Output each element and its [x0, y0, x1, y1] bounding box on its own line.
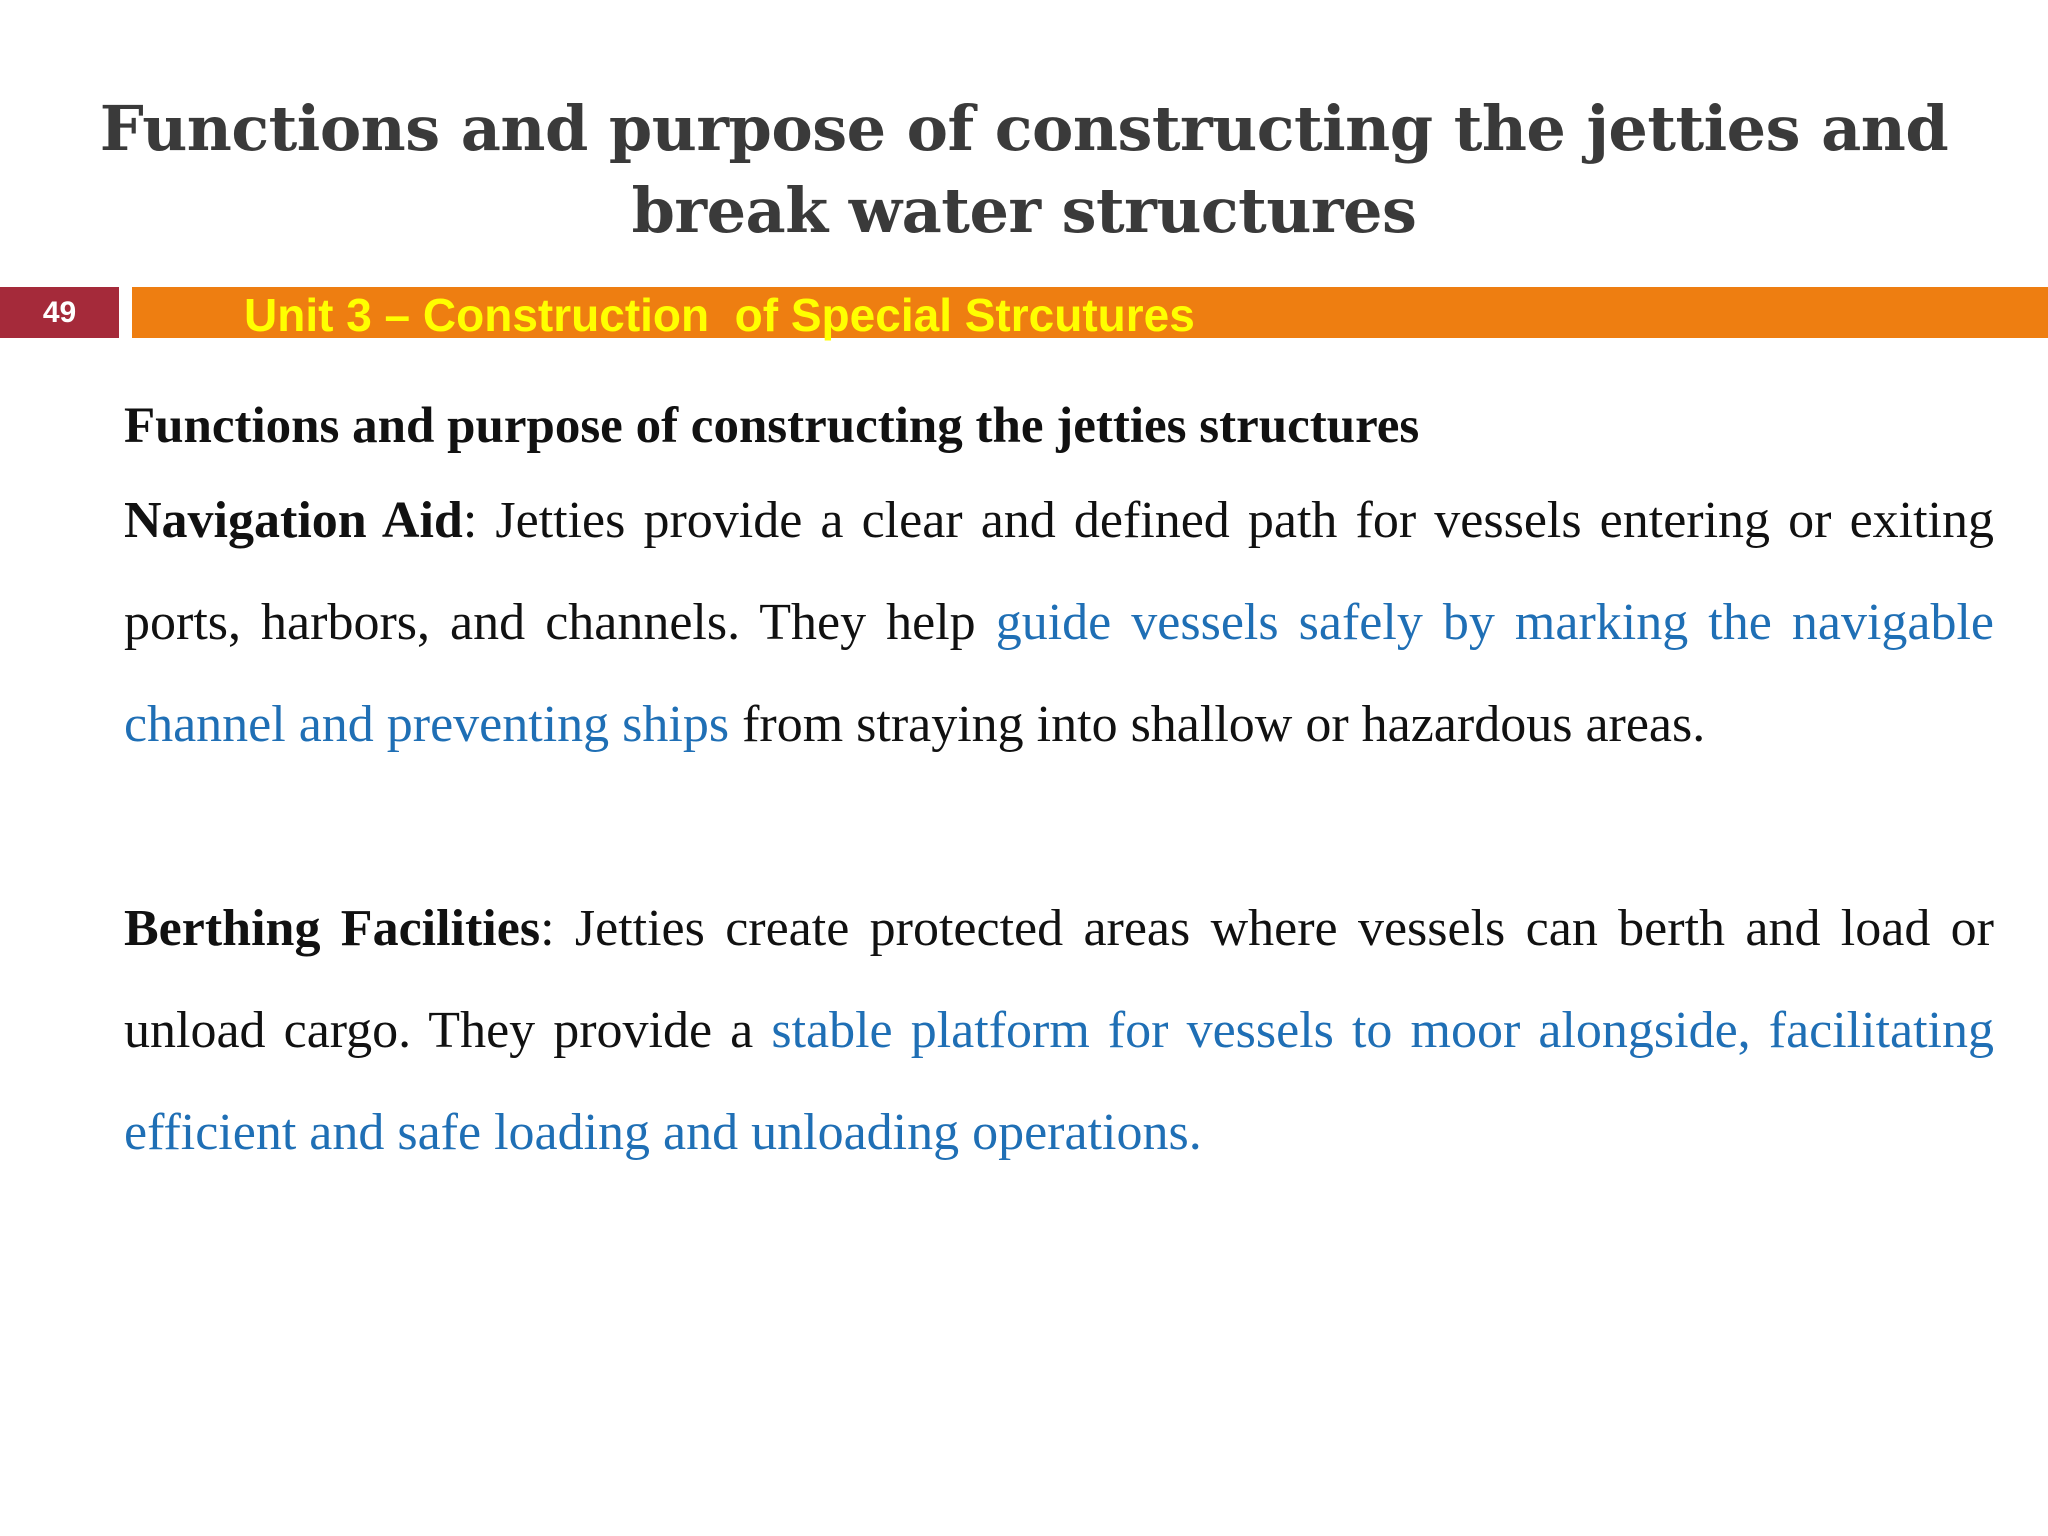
slide-title [0, 88, 2048, 252]
section-subheading: Functions and purpose of constructing the jetties structures [124, 398, 1420, 454]
slide-number-badge [0, 287, 119, 338]
slide-number: 49 [42, 295, 77, 329]
paragraph-text: : Jetties create protected areas where vessels can berth and load or unload cargo. They provide a [124, 900, 1994, 1059]
paragraph-text-end: from straying into shallow or hazardous areas. [729, 696, 1706, 753]
slide-body [124, 388, 1994, 1184]
highlighted-text: stable platform for vessels to moor alongside, facilitating efficient and safe loading and unloading operations. [124, 1002, 1994, 1161]
term-navigation-aid: Navigation Aid [124, 492, 463, 549]
highlighted-text: guide vessels safely by marking the navigable channel and preventing ships [124, 594, 1994, 753]
slide-title-line-1: Functions and purpose of constructing the jetties and [99, 92, 1949, 165]
paragraph-navigation-aid [124, 470, 1994, 776]
slide-title-line-2: break water structures [631, 174, 1417, 247]
unit-banner [132, 287, 2048, 341]
paragraph-berthing-facilities [124, 878, 1994, 1184]
paragraph-text: : Jetties provide a clear and defined path for vessels entering or exiting ports, harbors, and channels. They help [124, 492, 1994, 651]
term-berthing-facilities: Berthing Facilities [124, 900, 541, 957]
unit-label: Unit 3 – Construction of Special Strcutures [244, 289, 1195, 341]
